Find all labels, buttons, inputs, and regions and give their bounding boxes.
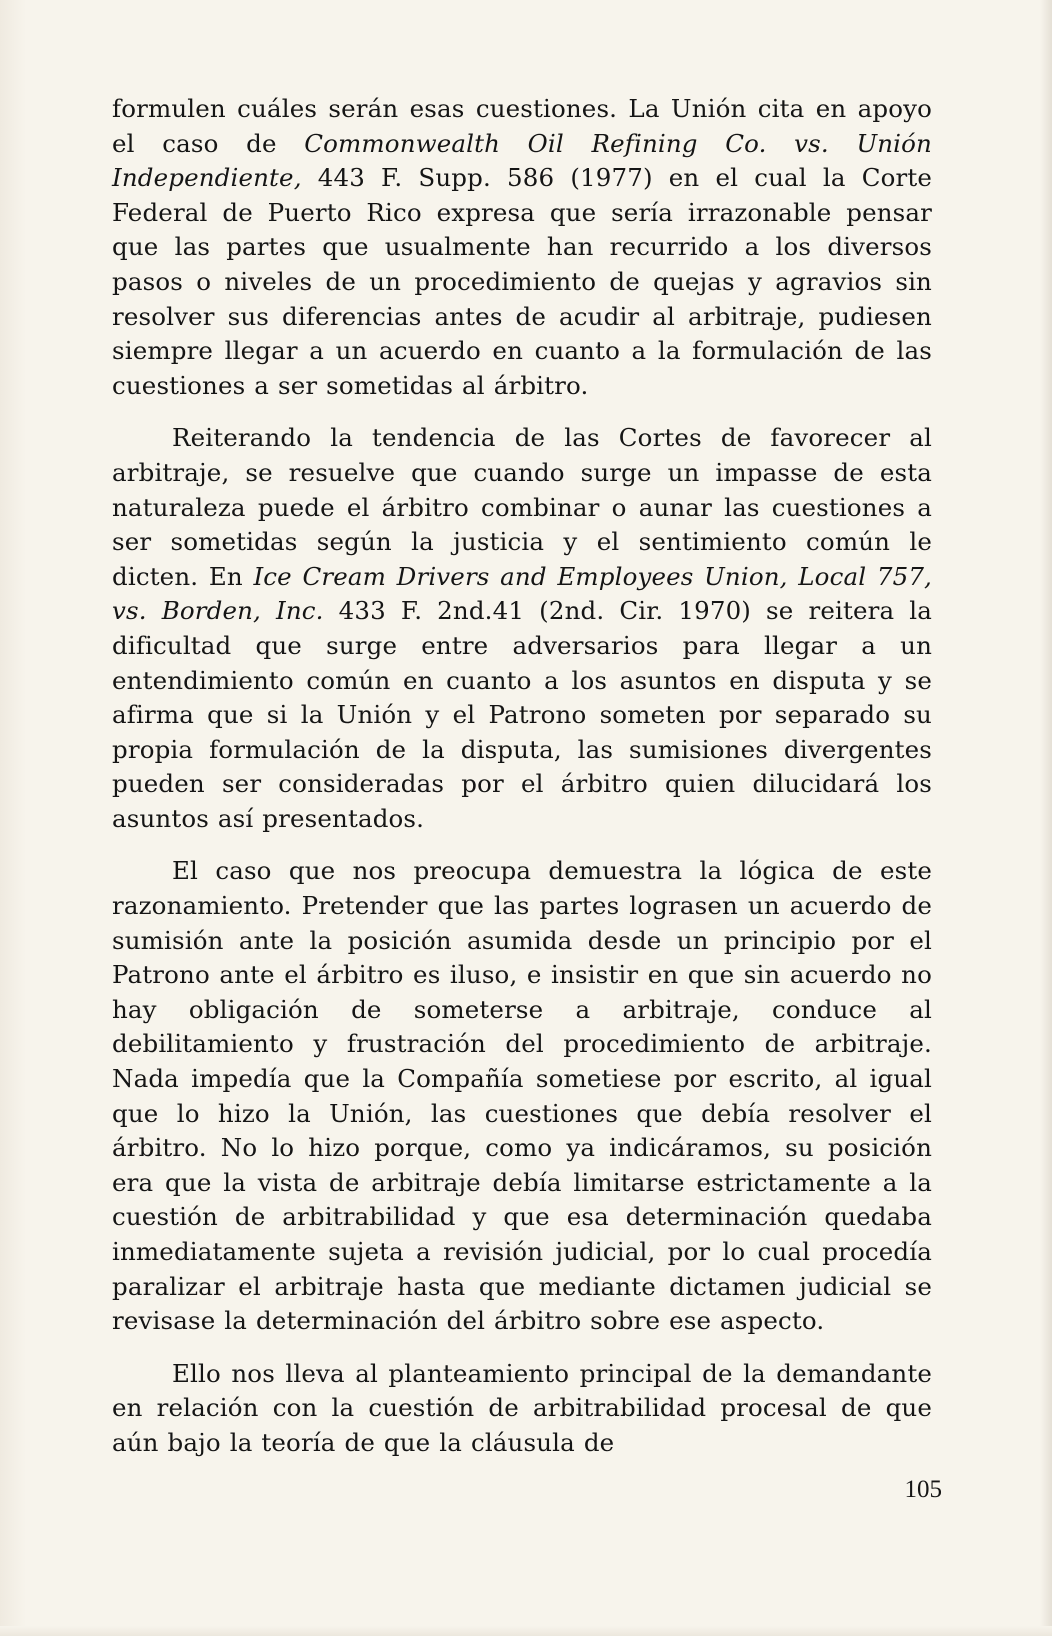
case-citation-commonwealth: Commonwealth Oil Refining Co. vs. Unión Independiente,	[112, 128, 932, 193]
case-citation-ice-cream-drivers: Ice Cream Drivers and Employees Union, Local 757, vs. Borden, Inc.	[112, 561, 932, 626]
paragraph-3-text: El caso que nos preocupa demuestra la lógica de este razonamiento. Pretender que las partes lograsen un acuerdo de sumisión ante la posición asumida desde un principio por el Patrono ante el árbitro es iluso, e insistir en que sin acuerdo no hay obligación de someterse a arbitraje, conduce al debilitamiento y frustración del procedimiento de arbitraje. Nada impedía que la Compañía sometiese por escrito, al igual que lo hizo la Unión, las cuestiones que debía resolver el árbitro. No lo hizo porque, como ya indicáramos, su posición era que la vista de arbitraje debía limitarse estrictamente a la cuestión de arbitrabilidad y que esa determinación quedaba inmediatamente sujeta a revisión judicial, por lo cual procedía paralizar el arbitraje hasta que mediante dictamen judicial se revisase la determinación del árbitro sobre ese aspecto.	[112, 856, 932, 1336]
paragraph-3	[112, 854, 932, 1338]
body-text	[112, 92, 932, 1461]
paragraph-1-text-2: 443 F. Supp. 586 (1977) en el cual la Corte Federal de Puerto Rico expresa que sería irrazonable pensar que las partes que usualmente han recurrido a los diversos pasos o niveles de un procedimiento de quejas y agravios sin resolver sus diferencias antes de acudir al arbitraje, pudiesen siempre llegar a un acuerdo en cuanto a la formulación de las cuestiones a ser sometidas al árbitro.	[112, 163, 932, 400]
paragraph-2-text-1: Reiterando la tendencia de las Cortes de favorecer al arbitraje, se resuelve que cuando surge un impasse de esta naturaleza puede el árbitro combinar o aunar las cuestiones a ser sometidas según la justicia y el sentimiento común le dicten. En	[112, 423, 932, 591]
paragraph-4	[112, 1357, 932, 1461]
page-edge-left	[0, 0, 26, 1636]
paragraph-4-text: Ello nos lleva al planteamiento principal de la demandante en relación con la cuestión de arbitrabilidad procesal de que aún bajo la teoría de que la cláusula de	[112, 1358, 932, 1457]
paragraph-2-text-2: 433 F. 2nd.41 (2nd. Cir. 1970) se reitera la dificultad que surge entre adversarios para llegar a un entendimiento común en cuanto a los asuntos en disputa y se afirma que si la Unión y el Patrono someten por separado su propia formulación de la disputa, las sumisiones divergentes pueden ser consideradas por el árbitro quien dilucidará los asuntos así presentados.	[112, 596, 933, 833]
page-edge-right	[1040, 0, 1052, 1636]
paragraph-2	[112, 421, 932, 836]
page-number: 105	[904, 1476, 942, 1503]
page-edge-bottom	[0, 1626, 1052, 1636]
paragraph-1-text-1: formulen cuáles serán esas cuestiones. La Unión cita en apoyo el caso de	[112, 94, 932, 158]
paragraph-1	[112, 92, 932, 403]
